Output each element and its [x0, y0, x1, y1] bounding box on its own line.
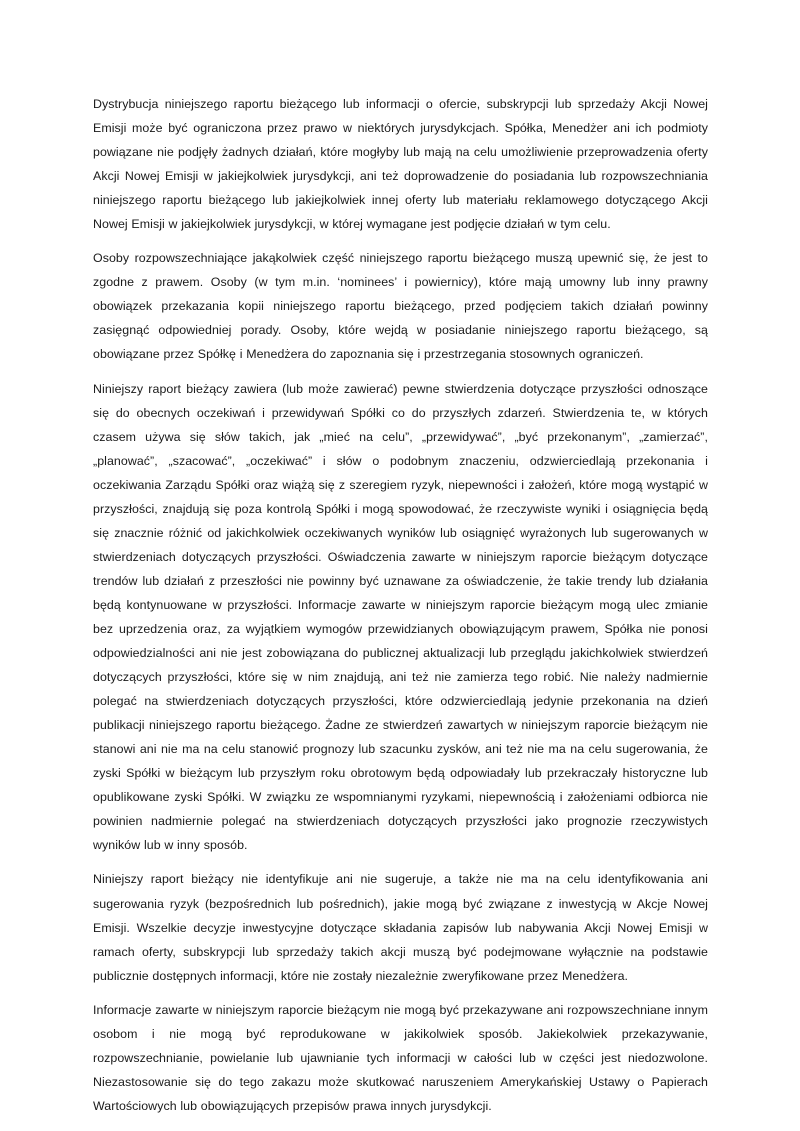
paragraph-forward-looking-statements: Niniejszy raport bieżący zawiera (lub może zawierać) pewne stwierdzenia dotyczące przyszłości odnoszące się do obecnych oczekiwań i przewidywań Spółki co do przyszłych zdarzeń. Stwierdzenia te, w których czasem używa się słów takich, jak „mieć na celu”, „przewidywać”, „być przekonanym”, „zamierzać”, „planować”, „szacować”, „oczekiwać” i słów o podobnym znaczeniu, odzwierciedlają przekonania i oczekiwania Zarządu Spółki oraz wiążą się z szeregiem ryzyk, niepewności i założeń, które mogą wystąpić w przyszłości, znajdują się poza kontrolą Spółki i mogą spowodować, że rzeczywiste wyniki i osiągnięcia będą się znacznie różnić od jakichkolwiek oczekiwanych wyników lub osiągnięć wyrażonych lub sugerowanych w stwierdzeniach dotyczących przyszłości. Oświadczenia zawarte w niniejszym raporcie bieżącym dotyczące trendów lub działań z przeszłości nie powinny być uznawane za oświadczenie, że takie trendy lub działania będą kontynuowane w przyszłości. Informacje zawarte w niniejszym raporcie bieżącym mogą ulec zmianie bez uprzedzenia oraz, za wyjątkiem wymogów przewidzianych obowiązującym prawem, Spółka nie ponosi odpowiedzialności ani nie jest zobowiązana do publicznej aktualizacji lub przeglądu jakichkolwiek stwierdzeń dotyczących przyszłości, które się w nim znajdują, ani też nie zamierza tego robić. Nie należy nadmiernie polegać na stwierdzeniach dotyczących przyszłości, które odzwierciedlają jedynie przekonania na dzień publikacji niniejszego raportu bieżącego. Żadne ze stwierdzeń zawartych w niniejszym raporcie bieżącym nie stanowi ani nie ma na celu stanowić prognozy lub szacunku zysków, ani też nie ma na celu sugerowania, że zyski Spółki w bieżącym lub przyszłym roku obrotowym będą odpowiadały lub przekraczały historyczne lub opublikowane zyski Spółki. W związku ze wspomnianymi ryzykami, niepewnością i założeniami odbiorca nie powinien nadmiernie polegać na stwierdzeniach dotyczących przyszłości jako prognozie rzeczywistych wyników lub w inny sposób. [93, 381, 708, 853]
paragraph-investment-risk-disclaimer: Niniejszy raport bieżący nie identyfikuje ani nie sugeruje, a także nie ma na celu identyfikowania ani sugerowania ryzyk (bezpośrednich lub pośrednich), jakie mogą być związane z inwestycją w Akcje Nowej Emisji. Wszelkie decyzje inwestycyjne dotyczące składania zapisów lub nabywania Akcji Nowej Emisji w ramach oferty, subskrypcji lub sprzedaży takich akcji muszą być podejmowane wyłącznie na podstawie publicznie dostępnych informacji, które nie zostały niezależnie zweryfikowane przez Menedżera. [93, 872, 708, 983]
document-body [93, 92, 708, 1118]
paragraph-distribution-restrictions: Dystrybucja niniejszego raportu bieżącego lub informacji o ofercie, subskrypcji lub sprzedaży Akcji Nowej Emisji może być ograniczona przez prawo w niektórych jurysdykcjach. Spółka, Menedżer ani ich podmioty powiązane nie podjęły żadnych działań, które mogłyby lub mają na celu umożliwienie przeprowadzenia oferty Akcji Nowej Emisji w jakiejkolwiek jurysdykcji, ani też doprowadzenie do posiadania lub rozpowszechniania niniejszego raportu bieżącego lub jakiejkolwiek innej oferty lub materiału reklamowego dotyczącego Akcji Nowej Emisji w jakiejkolwiek jurysdykcji, w której wymagane jest podjęcie działań w tym celu. [93, 97, 708, 232]
paragraph-confidentiality-notice: Informacje zawarte w niniejszym raporcie bieżącym nie mogą być przekazywane ani rozpowszechniane innym osobom i nie mogą być reprodukowane w jakikolwiek sposób. Jakiekolwiek przekazywanie, rozpowszechnianie, powielanie lub ujawnianie tych informacji w całości lub w części jest niedozwolone. Niezastosowanie się do tego zakazu może skutkować naruszeniem Amerykańskiej Ustawy o Papierach Wartościowych lub obowiązujących przepisów prawa innych jurysdykcji. [93, 1002, 708, 1113]
paragraph-distributor-obligations: Osoby rozpowszechniające jakąkolwiek część niniejszego raportu bieżącego muszą upewnić się, że jest to zgodne z prawem. Osoby (w tym m.in. ‘nominees’ i powiernicy), które mają umowny lub inny prawny obowiązek przekazania kopii niniejszego raportu bieżącego, przed podjęciem takich działań powinny zasięgnąć odpowiedniej porady. Osoby, które wejdą w posiadanie niniejszego raportu bieżącego, są obowiązane przez Spółkę i Menedżera do zapoznania się i przestrzegania stosownych ograniczeń. [93, 251, 708, 362]
